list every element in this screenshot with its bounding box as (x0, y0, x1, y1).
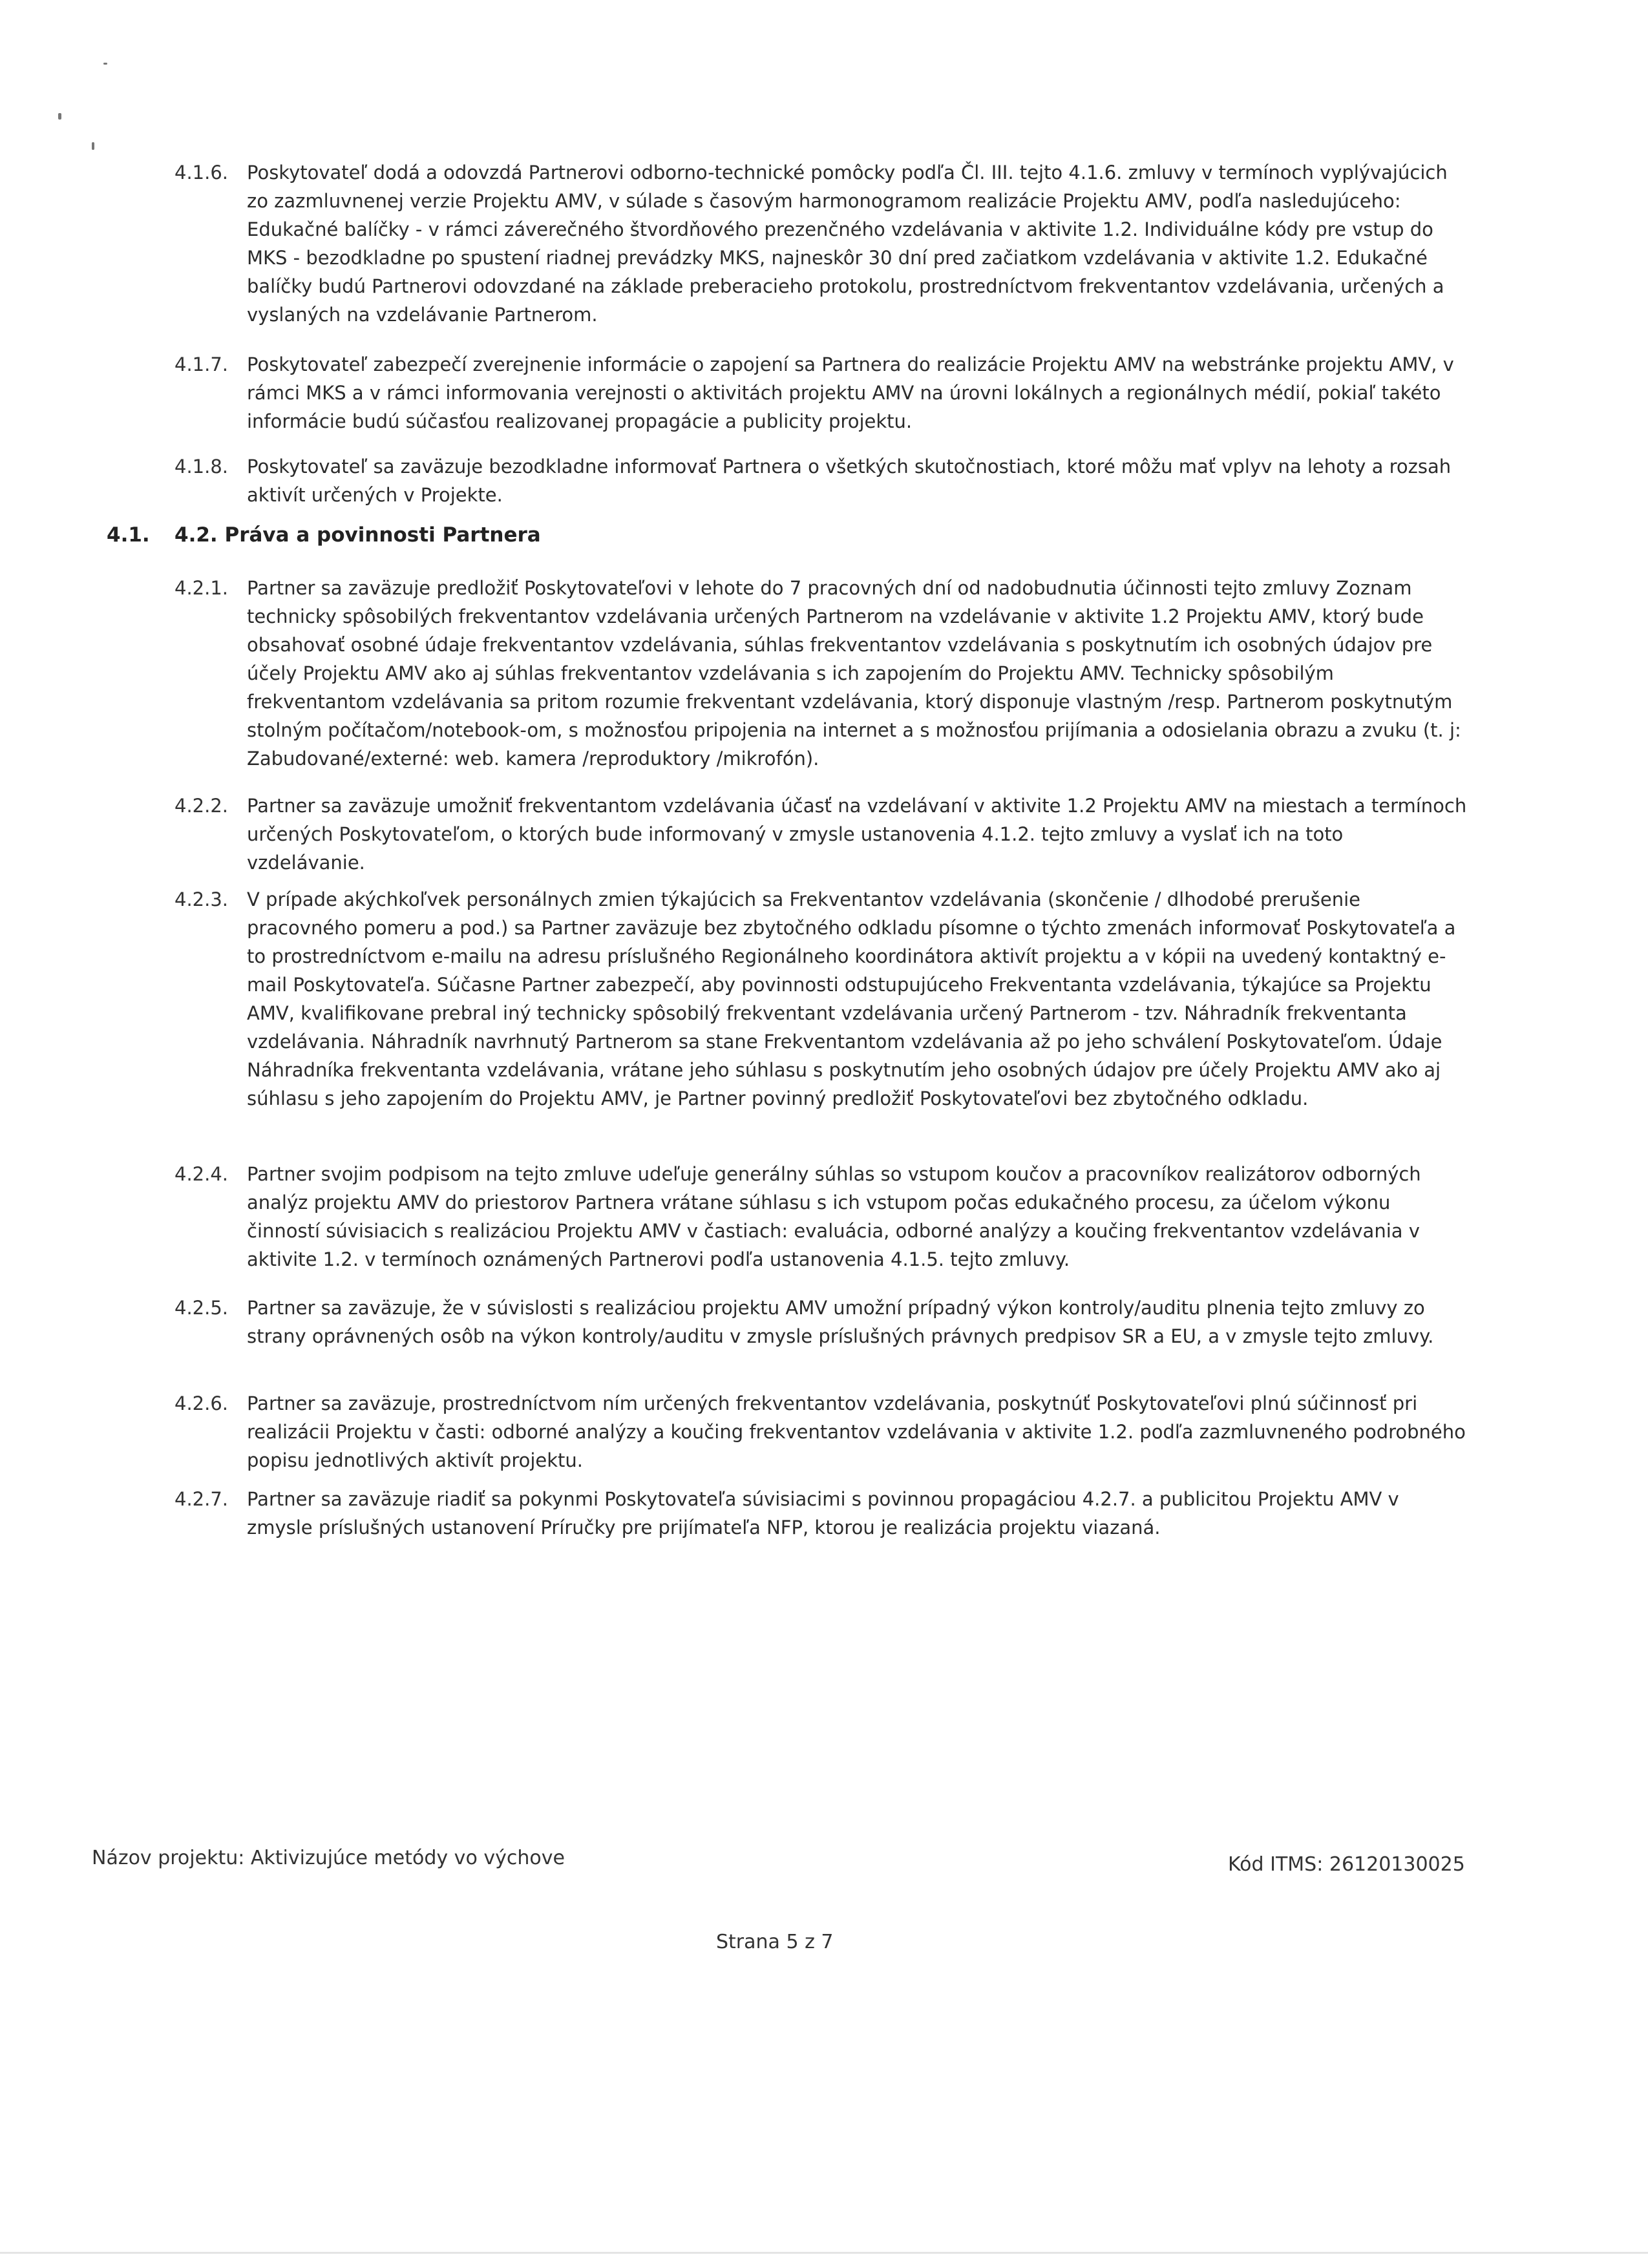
clause-text: Poskytovateľ dodá a odovzdá Partnerovi odborno-technické pomôcky podľa Čl. III. tejto 4.1.6. zmluvy v termínoch vyplývajúcich zo zazmluvnenej verzie Projektu AMV, v súlade s časovým harmonogramom realizácie Projektu AMV, podľa nasledujúceho: Edukačné balíčky - v rámci záverečného štvordňového prezenčného vzdelávania v aktivite 1.2. Individuálne kódy pre vstup do MKS - bezodkladne po spustení riadnej prevádzky MKS, najneskôr 30 dní pred začiatkom vzdelávania v aktivite 1.2. Edukačné balíčky budú Partnerovi odovzdané na základe preberacieho protokolu, prostredníctvom frekventantov vzdelávania, určených a vyslaných na vzdelávanie Partnerom. (247, 162, 1448, 326)
clause-4-2-3 (174, 885, 1467, 1113)
clause-4-2-1 (174, 574, 1467, 773)
clause-number: 4.2.2. (174, 795, 229, 817)
clause-text: Partner sa zaväzuje, že v súvislosti s realizáciou projektu AMV umožní prípadný výkon kontroly/auditu plnenia tejto zmluvy zo strany oprávnených osôb na výkon kontroly/auditu v zmysle príslušných právnych predpisov SR a EU, a v zmysle tejto zmluvy. (247, 1297, 1434, 1347)
clause-text: Partner sa zaväzuje predložiť Poskytovateľovi v lehote do 7 pracovných dní od nadobudnutia účinnosti tejto zmluvy Zoznam technicky spôsobilých frekventantov vzdelávania určených Partnerom na vzdelávanie v aktivite 1.2 Projektu AMV, ktorý bude obsahovať osobné údaje frekventantov vzdelávania, súhlas frekventantov vzdelávania s poskytnutím ich osobných údajov pre účely Projektu AMV ako aj súhlas frekventantov vzdelávania s ich zapojením do Projektu AMV. Technicky spôsobilým frekventantom vzdelávania sa pritom rozumie frekventant vzdelávania, ktorý disponuje vlastným /resp. Partnerom poskytnutým stolným počítačom/notebook-om, s možnosťou pripojenia na internet a s možnosťou prijímania a odosielania obrazu a zvuku (t. j: Zabudované/externé: web. kamera /reproduktory /mikrofón). (247, 577, 1461, 770)
clause-4-2-2 (174, 792, 1467, 877)
footer-itms-code: Kód ITMS: 26120130025 (1228, 1853, 1465, 1876)
clause-text: Partner sa zaväzuje, prostredníctvom ním určených frekventantov vzdelávania, poskytnúť Poskytovateľovi plnú súčinnosť pri realizácii Projektu v časti: odborné analýzy a koučing frekventantov vzdelávania v aktivite 1.2. podľa zazmluvneného podrobného popisu jednotlivých aktivít projektu. (247, 1392, 1466, 1471)
clause-number: 4.1.6. (174, 162, 229, 184)
clause-number: 4.2.6. (174, 1392, 229, 1414)
clause-number: 4.2.3. (174, 888, 229, 910)
clause-number: 4.2.7. (174, 1488, 229, 1510)
clause-text: Poskytovateľ sa zaväzuje bezodkladne informovať Partnera o všetkých skutočnostiach, ktoré môžu mať vplyv na lehoty a rozsah aktivít určených v Projekte. (247, 456, 1452, 506)
clause-number: 4.2.1. (174, 577, 229, 599)
clause-4-1-8 (174, 452, 1467, 509)
clause-4-2-7 (174, 1485, 1467, 1542)
clause-text: Partner sa zaväzuje riadiť sa pokynmi Poskytovateľa súvisiacimi s povinnou propagáciou 4.2.7. a publicitou Projektu AMV v zmysle príslušných ustanovení Príručky pre prijímateľa NFP, ktorou je realizácia projektu viazaná. (247, 1488, 1399, 1538)
section-title: 4.2. Práva a povinnosti Partnera (174, 523, 541, 547)
clause-4-1-6 (174, 158, 1467, 329)
scan-speck (103, 63, 107, 65)
clause-number: 4.1.7. (174, 353, 229, 375)
clause-4-2-5 (174, 1294, 1467, 1350)
clause-4-2-4 (174, 1160, 1467, 1274)
clause-4-1-7 (174, 350, 1467, 436)
page-number: Strana 5 z 7 (716, 1931, 834, 1953)
clause-number: 4.2.5. (174, 1297, 229, 1319)
clause-4-2-6 (174, 1389, 1467, 1475)
section-outer-number: 4.1. (107, 523, 150, 547)
clause-text: V prípade akýchkoľvek personálnych zmien týkajúcich sa Frekventantov vzdelávania (skončenie / dlhodobé prerušenie pracovného pomeru a pod.) sa Partner zaväzuje bez zbytočného odkladu písomne o týchto zmenách informovať Poskytovateľa a to prostredníctvom e-mailu na adresu príslušného Regionálneho koordinátora aktivít projektu a v kópii na uvedený kontaktný e-mail Poskytovateľa. Súčasne Partner zabezpečí, aby povinnosti odstupujúceho Frekventanta vzdelávania, týkajúce sa Projektu AMV, kvalifikovane prebral iný technicky spôsobilý frekventant vzdelávania určený Partnerom - tzv. Náhradník frekventanta vzdelávania. Náhradník navrhnutý Partnerom sa stane Frekventantom vzdelávania až po jeho schválení Poskytovateľom. Údaje Náhradníka frekventanta vzdelávania, vrátane jeho súhlasu s poskytnutím jeho osobných údajov pre účely Projektu AMV ako aj súhlasu s jeho zapojením do Projektu AMV, je Partner povinný predložiť Poskytovateľovi bez zbytočného odkladu. (247, 888, 1456, 1109)
clause-text: Poskytovateľ zabezpečí zverejnenie informácie o zapojení sa Partnera do realizácie Projektu AMV na webstránke projektu AMV, v rámci MKS a v rámci informovania verejnosti o aktivitách projektu AMV na úrovni lokálnych a regionálnych médií, pokiaľ takéto informácie budú súčasťou realizovanej propagácie a publicity projektu. (247, 353, 1454, 432)
clause-text: Partner sa zaväzuje umožniť frekventantom vzdelávania účasť na vzdelávaní v aktivite 1.2 Projektu AMV na miestach a termínoch určených Poskytovateľom, o ktorých bude informovaný v zmysle ustanovenia 4.1.2. tejto zmluvy a vyslať ich na toto vzdelávanie. (247, 795, 1467, 874)
clause-text: Partner svojim podpisom na tejto zmluve udeľuje generálny súhlas so vstupom koučov a pracovníkov realizátorov odborných analýz projektu AMV do priestorov Partnera vrátane súhlasu s ich vstupom počas edukačného procesu, za účelom výkonu činností súvisiacich s realizáciou Projektu AMV v častiach: evaluácia, odborné analýzy a koučing frekventantov vzdelávania v aktivite 1.2. v termínoch oznámených Partnerovi podľa ustanovenia 4.1.5. tejto zmluvy. (247, 1163, 1421, 1270)
scan-speck (92, 142, 94, 150)
scan-speck (58, 113, 61, 120)
scan-bottom-edge (0, 2252, 1648, 2254)
footer-project-name: Názov projektu: Aktivizujúce metódy vo výchove (92, 1847, 565, 1869)
section-heading (107, 523, 541, 547)
clause-number: 4.2.4. (174, 1163, 229, 1185)
clause-number: 4.1.8. (174, 456, 229, 478)
